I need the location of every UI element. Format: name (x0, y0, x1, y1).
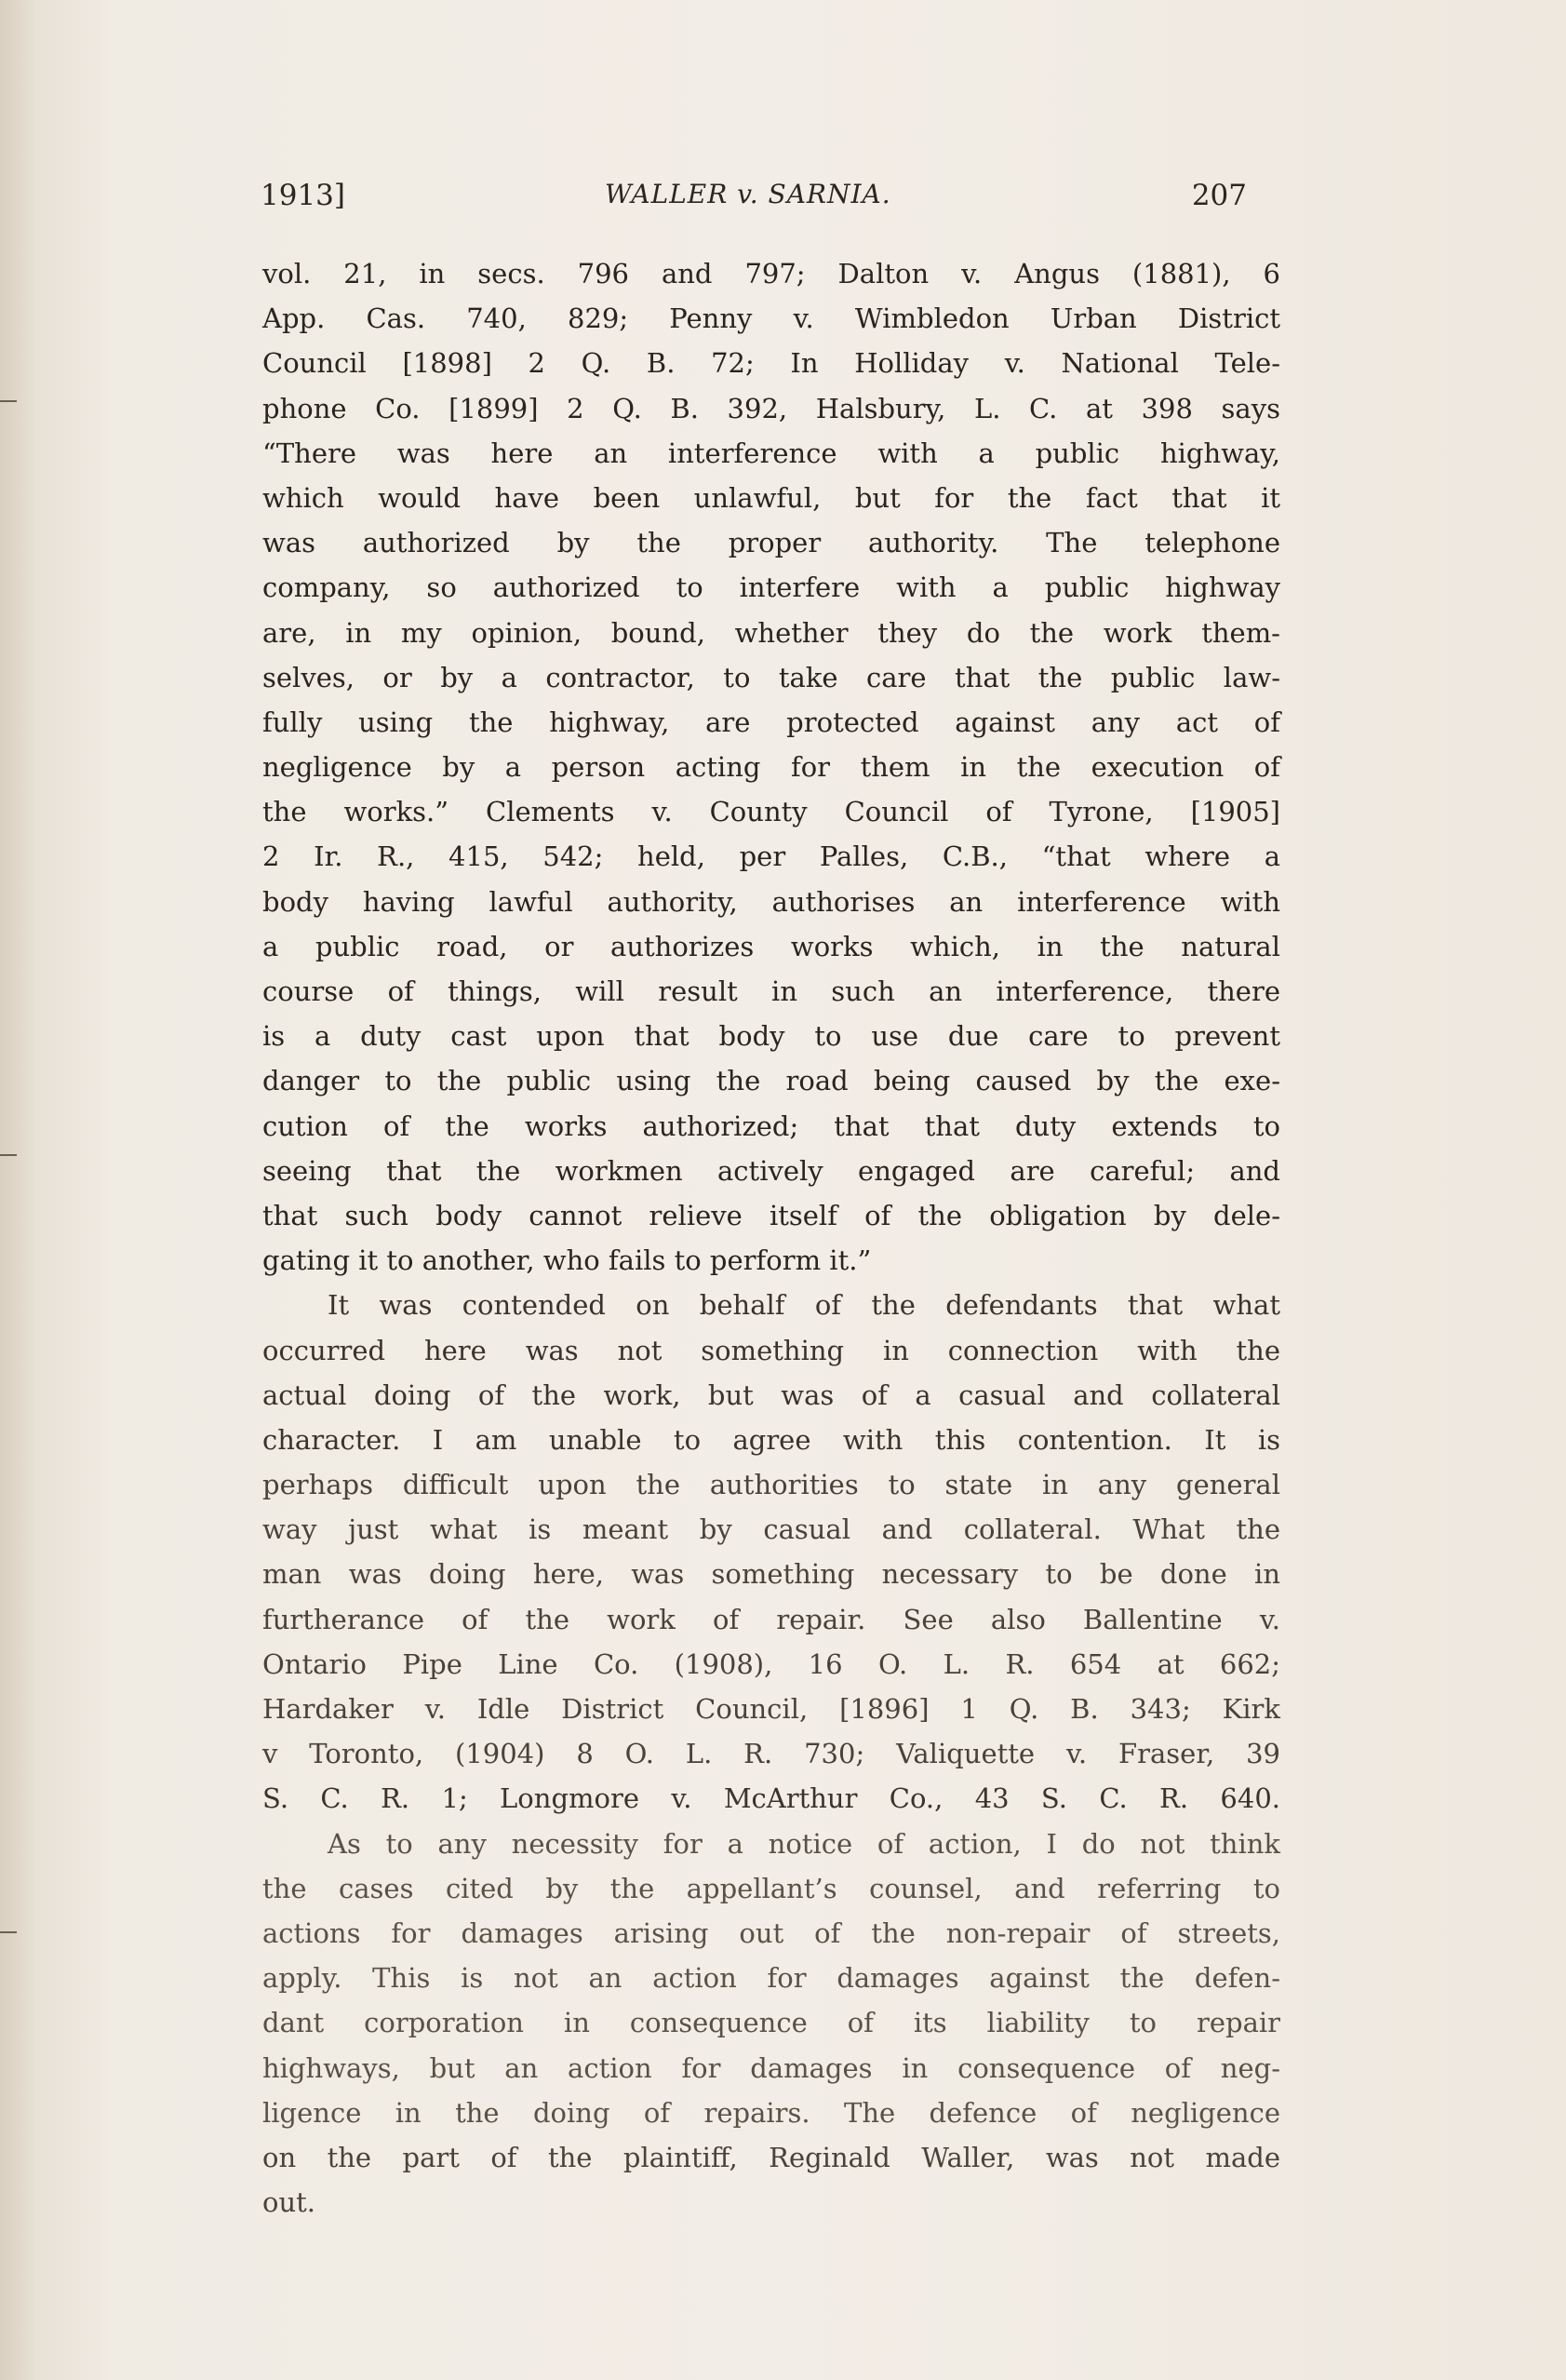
text-line: gating it to another, who fails to perform it.” (262, 1244, 872, 1277)
text-line: As to any necessity for a notice of action, I do not think (328, 1827, 1280, 1860)
text-line: actual doing of the work, but was of a casual and collateral (262, 1378, 1280, 1411)
text-line: negligence by a person acting for them in the execution of (262, 751, 1280, 784)
text-line: 2 Ir. R., 415, 542; held, per Palles, C.B., “that where a (262, 840, 1280, 873)
text-line: Council [1898] 2 Q. B. 72; In Holliday v. National Tele- (262, 347, 1280, 380)
running-head (261, 179, 1247, 225)
text-line: man was doing here, was something necessary to be done in (262, 1558, 1280, 1591)
text-line: is a duty cast upon that body to use due care to prevent (262, 1020, 1280, 1053)
text-line: are, in my opinion, bound, whether they do the work them- (262, 616, 1280, 649)
text-line: the cases cited by the appellant’s counsel, and referring to (262, 1872, 1280, 1904)
text-line: a public road, or authorizes works which, in the natural (262, 930, 1280, 962)
text-line: seeing that the workmen actively engaged are careful; and (262, 1154, 1280, 1187)
text-line: Ontario Pipe Line Co. (1908), 16 O. L. R. 654 at 662; (262, 1647, 1280, 1680)
text-line: selves, or by a contractor, to take care that the public law- (262, 661, 1280, 693)
text-line: danger to the public using the road being caused by the exe- (262, 1065, 1280, 1097)
text-line: v Toronto, (1904) 8 O. L. R. 730; Valiquette v. Fraser, 39 (262, 1738, 1280, 1770)
text-line: perhaps difficult upon the authorities to state in any general (262, 1469, 1280, 1501)
text-line: App. Cas. 740, 829; Penny v. Wimbledon Urban District (262, 303, 1280, 335)
header-page-number: 207 (1191, 179, 1247, 212)
text-line: the works.” Clements v. County Council of Tyrone, [1905] (262, 796, 1280, 828)
text-line: company, so authorized to interfere with a public highway (262, 571, 1280, 604)
text-line: cution of the works authorized; that that duty extends to (262, 1109, 1280, 1142)
text-line: on the part of the plaintiff, Reginald Waller, was not made (262, 2141, 1280, 2173)
text-line: phone Co. [1899] 2 Q. B. 392, Halsbury, L. C. at 398 says (262, 392, 1280, 424)
text-line: Hardaker v. Idle District Council, [1896] 1 Q. B. 343; Kirk (262, 1693, 1280, 1725)
text-line: dant corporation in consequence of its liability to repair (262, 2007, 1280, 2039)
text-line: apply. This is not an action for damages against the defen- (262, 1962, 1280, 1995)
text-line: which would have been unlawful, but for the fact that it (262, 481, 1280, 514)
header-case-title: WALLER v. SARNIA. (605, 179, 891, 209)
text-line: was authorized by the proper authority. The telephone (262, 527, 1280, 559)
header-year: 1913] (261, 179, 345, 212)
text-line: out. (262, 2186, 316, 2219)
text-line: ligence in the doing of repairs. The defence of negligence (262, 2096, 1280, 2129)
text-line: that such body cannot relieve itself of the obligation by dele- (262, 1199, 1280, 1231)
body-text (262, 251, 1280, 2225)
margin-mark (0, 1154, 17, 1156)
text-line: occurred here was not something in connection with the (262, 1334, 1280, 1366)
text-line: course of things, will result in such an interference, there (262, 975, 1280, 1007)
text-line: actions for damages arising out of the non-repair of streets, (262, 1916, 1280, 1949)
text-line: body having lawful authority, authorises an interference with (262, 885, 1280, 918)
text-line: “There was here an interference with a public highway, (262, 437, 1280, 469)
margin-mark (0, 1931, 17, 1933)
text-line: It was contended on behalf of the defendants that what (328, 1289, 1280, 1322)
text-line: S. C. R. 1; Longmore v. McArthur Co., 43 S. C. R. 640. (262, 1782, 1280, 1815)
text-line: vol. 21, in secs. 796 and 797; Dalton v. Angus (1881), 6 (262, 258, 1280, 289)
text-line: character. I am unable to agree with this contention. It is (262, 1423, 1280, 1456)
text-line: highways, but an action for damages in consequence of neg- (262, 2051, 1280, 2084)
text-line: way just what is meant by casual and collateral. What the (262, 1513, 1280, 1546)
margin-mark (0, 400, 17, 402)
text-line: fully using the highway, are protected against any act of (262, 706, 1280, 738)
text-line: furtherance of the work of repair. See also Ballentine v. (262, 1603, 1280, 1635)
